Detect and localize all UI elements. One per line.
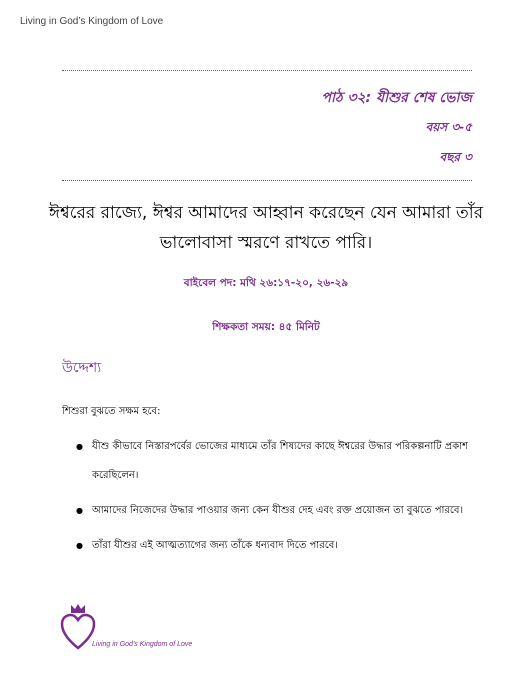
year-label: বছর ৩ [439, 150, 472, 164]
objectives-list [76, 432, 486, 566]
objectives-heading: উদ্দেশ্য [62, 360, 102, 376]
running-header: Living in God’s Kingdom of Love [20, 16, 164, 27]
top-divider [62, 70, 472, 71]
lesson-statement: ঈশ্বরের রাজ্যে, ঈশ্বর আমাদের আহ্বান করেছেন যেন আমারা তাঁর ভালোবাসা স্মরণে রাখতে পারি। [48, 203, 484, 253]
objective-item: ● যীশু কীভাবে নিস্তারপর্বের ভোজের মাধ্যমে তাঁর শিষ্যদের কাছে ঈশ্বরের উদ্ধার পরিকল্পনাটি প্রকাশ করেছিলেন। [76, 432, 486, 490]
objective-item: ● তাঁরা যীশুর এই আত্মত্যাগের জন্য তাঁকে ধন্যবাদ দিতে পারবে। [76, 531, 486, 560]
crown-heart-icon [60, 604, 96, 654]
age-range: বয়স ৩-৫ [425, 120, 472, 134]
lesson-title: পাঠ ৩২: যীশুর শেষ ভোজ [321, 90, 472, 106]
footer-text: Living in God’s Kingdom of Love [92, 641, 193, 648]
bible-passage: বাইবেল পদ: মথি ২৬:১৭-২০, ২৬-২৯ [183, 277, 349, 289]
objectives-intro: শিশুরা বুঝতে সক্ষম হবে: [62, 406, 161, 417]
bottom-divider [62, 180, 472, 181]
objective-item: ● আমাদের নিজেদের উদ্ধার পাওয়ার জন্য কেন যীশুর দেহ এবং রক্ত প্রয়োজন তা বুঝতে পারবে। [76, 496, 486, 525]
teaching-time: শিক্ষকতা সময়: ৪৫ মিনিট [212, 321, 320, 333]
